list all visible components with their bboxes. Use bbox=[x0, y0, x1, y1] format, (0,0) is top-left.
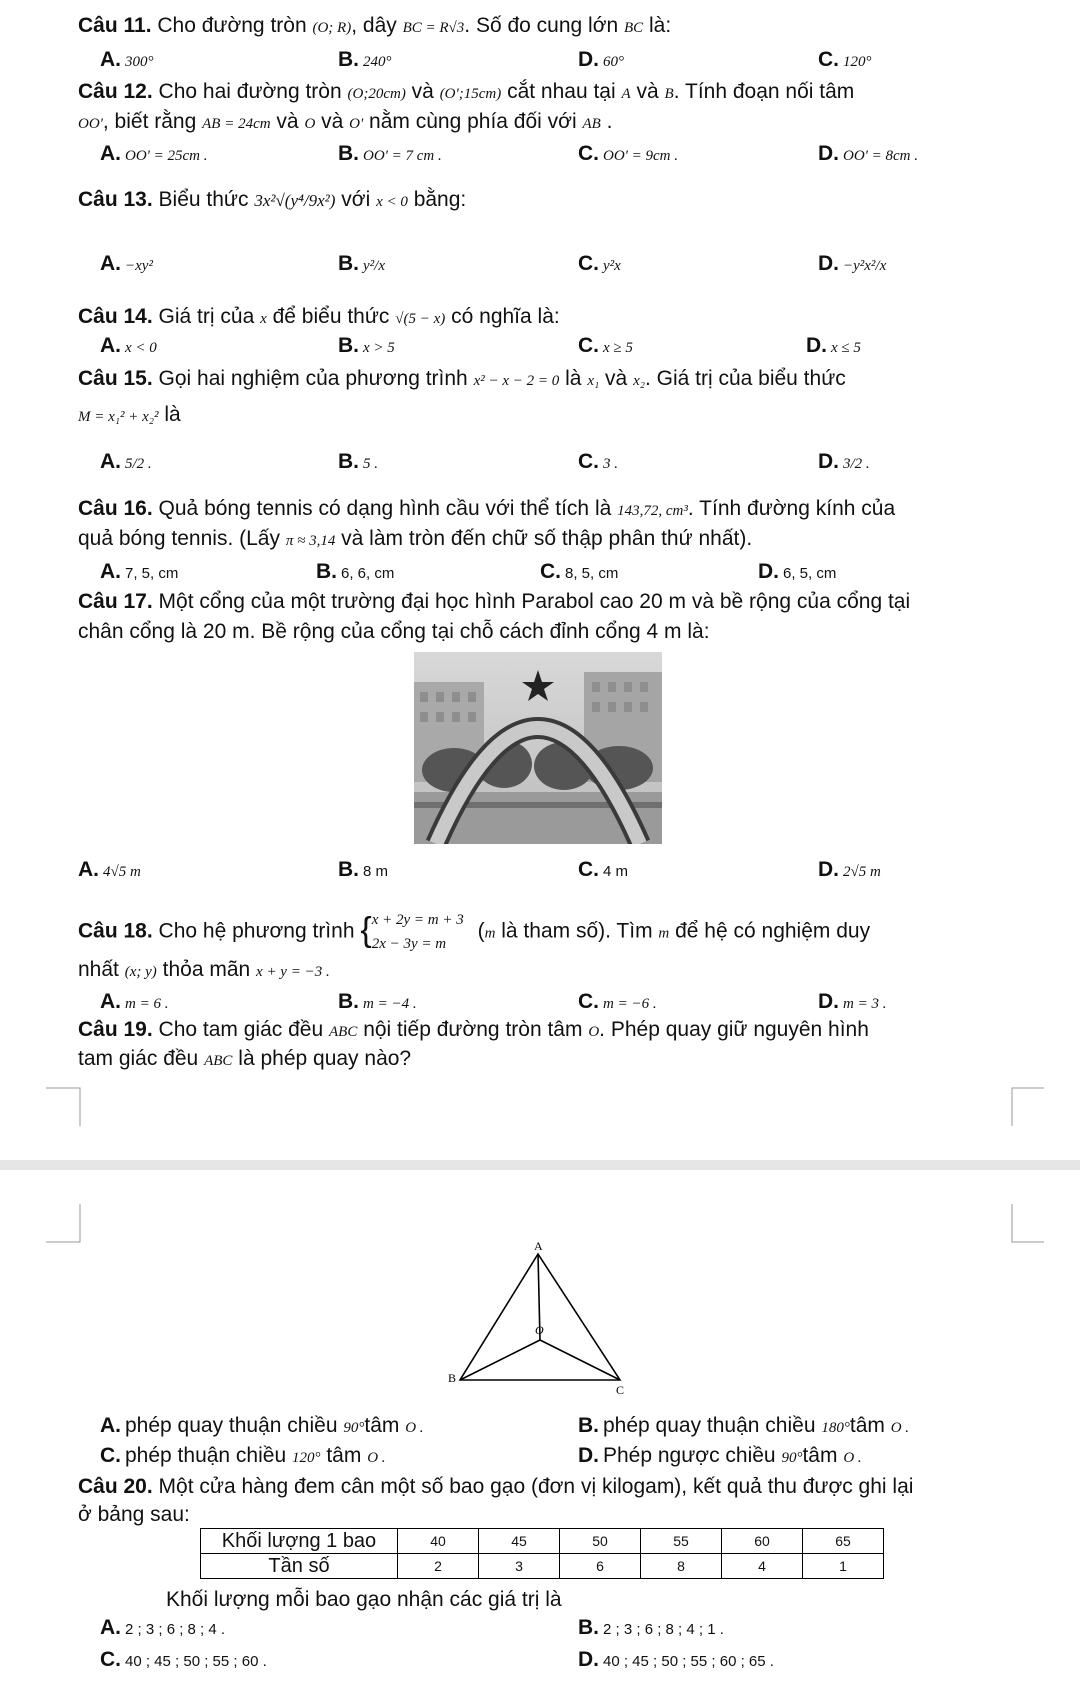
table-cell: 8 bbox=[641, 1554, 722, 1579]
q14-text2: để biểu thức bbox=[272, 305, 390, 328]
q18-option-c: C. m = −6 . bbox=[578, 990, 657, 1013]
table-cell: 2 bbox=[398, 1554, 479, 1579]
q14-x: x bbox=[260, 311, 267, 327]
q11-math-circle: (O; R) bbox=[312, 20, 352, 36]
q20-option-c: C. 40 ; 45 ; 50 ; 55 ; 60 . bbox=[100, 1648, 267, 1671]
q18-option-d: D. m = 3 . bbox=[818, 990, 887, 1013]
q14-option-d: D. x ≤ 5 bbox=[806, 334, 861, 357]
q16-stem bbox=[78, 497, 895, 521]
q12-and2: và bbox=[636, 80, 659, 103]
q19-option-b: B. phép quay thuận chiều 180°tâm O . bbox=[578, 1414, 910, 1437]
q16-text: Quả bóng tennis có dạng hình cầu với thể tích là bbox=[158, 497, 612, 520]
q18-stem-line2 bbox=[78, 958, 330, 982]
q17-stem bbox=[78, 590, 910, 614]
q14-text: Giá trị của bbox=[158, 305, 255, 328]
q17-text: Một cổng của một trường đại học hình Parabol cao 20 m và bề rộng của cổng tại bbox=[158, 590, 911, 613]
q19-abc: ABC bbox=[329, 1024, 358, 1040]
q16-text2: . Tính đường kính của bbox=[687, 497, 896, 520]
q19-text2: nội tiếp đường tròn tâm bbox=[363, 1018, 583, 1041]
page-corner-mark bbox=[1010, 1086, 1046, 1126]
q15-la: là bbox=[565, 367, 582, 390]
q17-l2: chân cổng là 20 m. Bề rộng của cổng tại chỗ cách đỉnh cổng 4 m là: bbox=[78, 620, 710, 643]
q14-number: Câu 14. bbox=[78, 305, 153, 328]
q20-option-d: D. 40 ; 45 ; 50 ; 55 ; 60 ; 65 . bbox=[578, 1648, 774, 1671]
q12-option-b: B. OO' = 7 cm . bbox=[338, 142, 442, 165]
center-o-label: O bbox=[535, 1323, 544, 1337]
q20-number: Câu 20. bbox=[78, 1475, 153, 1498]
q13-option-c: C. y²x bbox=[578, 252, 621, 275]
q19-text: Cho tam giác đều bbox=[158, 1018, 324, 1041]
q18-system bbox=[372, 908, 464, 956]
q19-o: O bbox=[588, 1024, 600, 1040]
q12-text: Cho hai đường tròn bbox=[158, 80, 342, 103]
table-cell: 3 bbox=[479, 1554, 560, 1579]
q12-l2-t5: . bbox=[606, 110, 613, 133]
q11-text2: , dây bbox=[351, 14, 397, 37]
q12-o: O bbox=[304, 116, 316, 132]
q13-option-d: D. −y²x²/x bbox=[818, 252, 887, 275]
table-cell: 40 bbox=[398, 1529, 479, 1554]
q16-option-d: D. 6, 5, cm bbox=[758, 560, 837, 583]
q14-option-a: A. x < 0 bbox=[100, 334, 157, 357]
q15-stem-line2 bbox=[78, 403, 181, 427]
q16-l2: quả bóng tennis. (Lấy bbox=[78, 527, 280, 550]
q12-option-d: D. OO' = 8cm . bbox=[818, 142, 918, 165]
parabola-gate-image bbox=[414, 652, 662, 844]
q15-x1: x₁ bbox=[587, 373, 600, 389]
q13-option-b: B. y²/x bbox=[338, 252, 385, 275]
q19-abc2: ABC bbox=[204, 1053, 233, 1069]
q14-option-b: B. x > 5 bbox=[338, 334, 395, 357]
q13-option-a: A. −xy² bbox=[100, 252, 153, 275]
q14-option-c: C. x ≥ 5 bbox=[578, 334, 633, 357]
q11-option-d: D. 60° bbox=[578, 48, 624, 71]
table-row bbox=[201, 1554, 884, 1579]
q14-stem bbox=[78, 305, 560, 329]
q19-option-c: C. phép thuận chiều 120° tâm O . bbox=[100, 1444, 386, 1467]
q13-condition: x < 0 bbox=[376, 194, 408, 210]
vertex-c-label: C bbox=[616, 1383, 625, 1397]
q11-text: Cho đường tròn bbox=[157, 14, 307, 37]
q16-option-c: C. 8, 5, cm bbox=[540, 560, 619, 583]
page-break bbox=[0, 1160, 1080, 1170]
q18-l2b: thỏa mãn bbox=[162, 958, 251, 981]
q18-stem: Câu 18. Cho hệ phương trình { x + 2y = m + 3 2x − 3y = m (m là tham số). Tìm m để hệ có nghiệm duy bbox=[78, 908, 870, 956]
q15-x2: x₂ bbox=[633, 373, 645, 389]
q13-expression: 3x²√(y⁴/9x²) bbox=[254, 191, 336, 210]
q18-l2: nhất bbox=[78, 958, 119, 981]
q17-option-a: A. 4√5 m bbox=[78, 858, 141, 881]
q13-text: Biểu thức bbox=[158, 188, 249, 211]
row-header-frequency: Tần số bbox=[201, 1554, 398, 1579]
q12-text3: . Tính đoạn nối tâm bbox=[673, 80, 855, 103]
vertex-a-label: A bbox=[534, 1240, 543, 1253]
q12-l2-t1: , biết rằng bbox=[102, 110, 197, 133]
q13-with: với bbox=[341, 188, 371, 211]
q18-text2: là tham số). Tìm bbox=[501, 919, 653, 943]
q20-caption-text: Khối lượng mỗi bao gạo nhận các giá trị là bbox=[166, 1588, 562, 1611]
table-cell: 65 bbox=[803, 1529, 884, 1554]
q12-circle1: (O;20cm) bbox=[347, 86, 406, 102]
q12-ab2: AB bbox=[582, 116, 601, 132]
q15-expression: M = x₁² + x₂² bbox=[78, 409, 159, 425]
q15-equation: x² − x − 2 = 0 bbox=[473, 373, 560, 389]
triangle-figure bbox=[430, 1240, 650, 1400]
q17-option-c: C. 4 m bbox=[578, 858, 629, 881]
q12-option-c: C. OO' = 9cm . bbox=[578, 142, 678, 165]
q15-option-d: D. 3/2 . bbox=[818, 450, 870, 473]
segment-co bbox=[540, 1340, 620, 1380]
q15-number: Câu 15. bbox=[78, 367, 153, 390]
q15-option-c: C. 3 . bbox=[578, 450, 618, 473]
q11-option-c: C. 120° bbox=[818, 48, 872, 71]
q12-stem-line2 bbox=[78, 110, 612, 134]
q13-number: Câu 13. bbox=[78, 188, 153, 211]
table-cell: 4 bbox=[722, 1554, 803, 1579]
q15-la2: là bbox=[164, 403, 181, 426]
q15-text2: . Giá trị của biểu thức bbox=[644, 367, 846, 390]
q19-stem-line2 bbox=[78, 1047, 411, 1071]
frequency-table bbox=[200, 1528, 884, 1579]
q15-text: Gọi hai nghiệm của phương trình bbox=[158, 367, 468, 390]
vertex-b-label: B bbox=[448, 1371, 457, 1385]
row-header-weight: Khối lượng 1 bao bbox=[201, 1529, 398, 1554]
q12-and: và bbox=[411, 80, 434, 103]
q16-volume: 143,72, cm³ bbox=[617, 503, 688, 519]
q11-option-b: B. 240° bbox=[338, 48, 392, 71]
q18-xy: (x; y) bbox=[124, 964, 157, 980]
q12-point-b: B bbox=[664, 86, 674, 102]
table-cell: 55 bbox=[641, 1529, 722, 1554]
table-row bbox=[201, 1529, 884, 1554]
q13-stem bbox=[78, 188, 466, 212]
q12-option-a: A. OO' = 25cm . bbox=[100, 142, 208, 165]
table-cell: 1 bbox=[803, 1554, 884, 1579]
q12-l2-t3: và bbox=[321, 110, 344, 133]
q17-option-b: B. 8 m bbox=[338, 858, 389, 881]
q20-stem bbox=[78, 1475, 913, 1499]
q11-option-a: A. 300° bbox=[100, 48, 154, 71]
q20-caption bbox=[166, 1588, 562, 1612]
q19-number: Câu 19. bbox=[78, 1018, 153, 1041]
q18-option-b: B. m = −4 . bbox=[338, 990, 417, 1013]
q15-va: và bbox=[605, 367, 628, 390]
q19-l2: tam giác đều bbox=[78, 1047, 199, 1070]
q12-number: Câu 12. bbox=[78, 80, 153, 103]
q12-stem bbox=[78, 80, 854, 104]
q18-m2: m bbox=[658, 925, 670, 942]
q18-condition: x + y = −3 . bbox=[256, 964, 330, 980]
q12-point-a: A bbox=[621, 86, 631, 102]
q15-stem bbox=[78, 367, 846, 391]
q16-l2b: và làm tròn đến chữ số thập phân thứ nhất). bbox=[341, 527, 753, 550]
q20-stem-line2 bbox=[78, 1503, 190, 1527]
q18-m: m bbox=[484, 925, 496, 942]
q12-oo: OO' bbox=[78, 116, 103, 132]
q19-l2b: là phép quay nào? bbox=[238, 1047, 412, 1070]
q19-text3: . Phép quay giữ nguyên hình bbox=[599, 1018, 869, 1041]
q12-circle2: (O';15cm) bbox=[439, 86, 502, 102]
q16-option-a: A. 7, 5, cm bbox=[100, 560, 179, 583]
q18-number: Câu 18. bbox=[78, 919, 153, 943]
q20-text: Một cửa hàng đem cân một số bao gạo (đơn vị kilogam), kết quả thu được ghi lại bbox=[158, 1475, 914, 1498]
q16-pi: π ≈ 3,14 bbox=[285, 533, 336, 549]
q20-l2: ở bảng sau: bbox=[78, 1503, 190, 1526]
q12-l2-t4: nằm cùng phía đối với bbox=[369, 110, 577, 133]
q11-text3: . Số đo cung lớn bbox=[464, 14, 619, 37]
q16-stem-line2 bbox=[78, 527, 752, 551]
q11-math-arc: BC bbox=[624, 20, 644, 36]
q12-o-prime: O' bbox=[349, 116, 364, 132]
table-cell: 45 bbox=[479, 1529, 560, 1554]
page-corner-mark bbox=[46, 1204, 82, 1244]
q18-text: Cho hệ phương trình bbox=[158, 919, 355, 943]
q11-stem bbox=[78, 14, 671, 38]
q12-text2: cắt nhau tại bbox=[507, 80, 616, 103]
q17-number: Câu 17. bbox=[78, 590, 153, 613]
q18-text3: để hệ có nghiệm duy bbox=[675, 919, 871, 943]
q19-stem bbox=[78, 1018, 869, 1042]
q14-expression: √(5 − x) bbox=[395, 311, 446, 327]
q15-option-b: B. 5 . bbox=[338, 450, 378, 473]
page-corner-mark bbox=[1010, 1204, 1046, 1244]
q12-ab: AB = 24cm bbox=[202, 116, 271, 132]
q20-option-a: A. 2 ; 3 ; 6 ; 8 ; 4 . bbox=[100, 1616, 226, 1639]
table-cell: 6 bbox=[560, 1554, 641, 1579]
table-cell: 60 bbox=[722, 1529, 803, 1554]
q11-number: Câu 11. bbox=[78, 14, 152, 37]
q18-eq1: x + 2y = m + 3 bbox=[371, 912, 464, 928]
q16-option-b: B. 6, 6, cm bbox=[316, 560, 395, 583]
table-cell: 50 bbox=[560, 1529, 641, 1554]
q16-number: Câu 16. bbox=[78, 497, 153, 520]
page-corner-mark bbox=[46, 1086, 82, 1126]
q15-option-a: A. 5/2 . bbox=[100, 450, 152, 473]
q18-eq2: 2x − 3y = m bbox=[371, 936, 447, 952]
q19-option-d: D. Phép ngược chiều 90°tâm O . bbox=[578, 1444, 862, 1467]
q18-option-a: A. m = 6 . bbox=[100, 990, 169, 1013]
q19-option-a: A. phép quay thuận chiều 90°tâm O . bbox=[100, 1414, 424, 1437]
q12-l2-t2: và bbox=[276, 110, 299, 133]
q17-stem-line2 bbox=[78, 620, 710, 644]
q11-end: là: bbox=[649, 14, 672, 37]
q11-math-chord: BC = R√3 bbox=[402, 20, 465, 36]
q13-end: bằng: bbox=[413, 188, 467, 211]
q17-option-d: D. 2√5 m bbox=[818, 858, 881, 881]
q20-option-b: B. 2 ; 3 ; 6 ; 8 ; 4 ; 1 . bbox=[578, 1616, 724, 1639]
q14-text3: có nghĩa là: bbox=[451, 305, 560, 328]
